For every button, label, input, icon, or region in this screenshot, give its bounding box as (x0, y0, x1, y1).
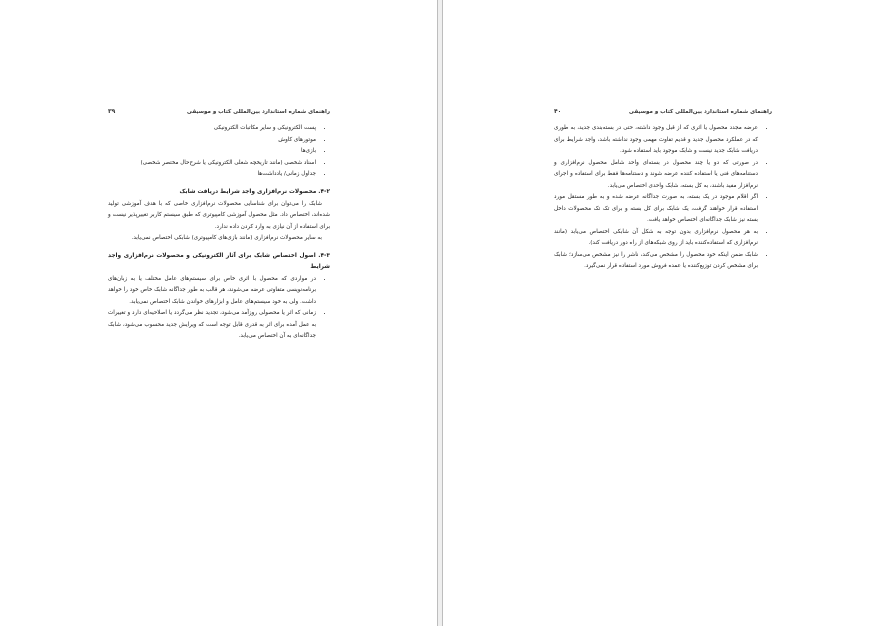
list-item: • اسناد شخصی (مانند تاریخچه شغلی الکترونیکی یا شرح‌حال مختصر شخصی) (108, 158, 316, 170)
section-heading-4-3: ۴-۳. اصول اختصاص شابک برای آثار الکترونیکی و محصولات نرم‌افزاری واجد شرایط (108, 252, 330, 270)
right-page (443, 0, 880, 626)
list-item: • بازی‌ها (108, 146, 316, 158)
list-item: • شابک ضمن اینکه خود محصول را مشخص می‌کند، ناشر را نیز مشخص می‌سازد؛ شابک برای مشخص کردن توزیع‌کننده یا عمده فروش مورد استفاده قرار نمی‌گیرد. (554, 250, 758, 273)
left-header-title: راهنمای شماره استاندارد بین‌المللی کتاب و موسیقی (186, 108, 330, 115)
list-item: • عرضه مجدد محصول یا اثری که از قبل وجود داشته، حتی در بسته‌بندی جدید، به طوری که در عملکرد محصول جدید و قدیم تفاوت مهمی وجود نداشته باشد، واجد شرایط برای دریافت شابک جدید نیست و شابک موجود باید استفاده شود. (554, 123, 758, 158)
left-page (0, 0, 437, 626)
right-page-content (554, 108, 772, 273)
list-item: • پست الکترونیکی و سایر مکاتبات الکترونیکی (108, 123, 316, 135)
left-page-header (108, 108, 330, 115)
section-heading-4-2: ۴-۲. محصولات نرم‌افزاری واجد شرایط دریافت شابک (179, 188, 330, 195)
list-item: • اگر اقلام موجود در یک بسته، به صورت جداگانه عرضه شده و به طور مستقل مورد استفاده قرار خواهند گرفت، یک شابک برای کل بسته و برای تک تک محصولات داخل بسته نیز شابک جداگانه‌ای اختصاص خواهد یافت. (554, 192, 758, 227)
right-page-number: ۴۰ (554, 108, 562, 115)
section-4-2-paragraph-1: شابک را می‌توان برای شناسایی محصولات نرم‌افزاری خاصی که با هدف آموزشی تولید شده‌اند، اختصاص داد. مثل محصول آموزشی کامپیوتری که طبق سیستم کاربر تغییرپذیر نیست و برای استفاده از آن نیازی به وارد کردن داده ندارد. (108, 200, 330, 230)
list-item: • جداول زمانی/ یادداشت‌ها (108, 169, 316, 181)
list-item: • موتورهای کاوش (108, 135, 316, 147)
right-header-title: راهنمای شماره استاندارد بین‌المللی کتاب و موسیقی (628, 108, 772, 115)
list-item: • زمانی که اثر یا محصولی روزآمد می‌شود، تجدید نظر می‌گردد یا اصلاحیه‌ای دارد و تغییرات به عمل آمده برای اثر به قدری قابل توجه است که ویرایش جدید محسوب می‌شود، شابک جداگانه‌ای به آن اختصاص می‌یابد. (108, 308, 316, 343)
list-item: • به هر محصول نرم‌افزاری بدون توجه به شکل آن شابکی اختصاص می‌یابد (مانند نرم‌افزاری که استفاده‌کننده باید از روی شبکه‌های از راه دور دریافت کند). (554, 227, 758, 250)
right-bullet-list (554, 123, 772, 273)
list-item: • در مواردی که محصول با اثری خاص برای سیستم‌های عامل مختلف یا به زبان‌های برنامه‌نویسی متفاوتی عرضه می‌شوند، هر قالب به طور جداگانه شابک خاص خود را خواهد داشت. ولی به خود سیستم‌های عامل و ابزارهای خواندن شابک اختصاص نمی‌یابد. (108, 274, 316, 309)
section-4-3-bullet-list (108, 274, 330, 343)
list-item: • در صورتی که دو یا چند محصول در بسته‌ای واحد شامل محصول نرم‌افزاری و دستنامه‌های فنی یا استفاده کننده عرضه شوند و دستنامه‌ها فقط برای استفاده و اجرای نرم‌افزار مفید باشند، به کل بسته، شابک واحدی اختصاص می‌یابد. (554, 158, 758, 193)
right-page-header (554, 108, 772, 115)
left-top-bullet-list (108, 123, 330, 181)
left-page-content (108, 108, 330, 343)
section-4-2-paragraph-2: به سایر محصولات نرم‌افزاری (مانند بازی‌های کامپیوتری) شابکی اختصاص نمی‌یابد. (131, 235, 322, 241)
left-page-number: ۳۹ (108, 108, 116, 115)
